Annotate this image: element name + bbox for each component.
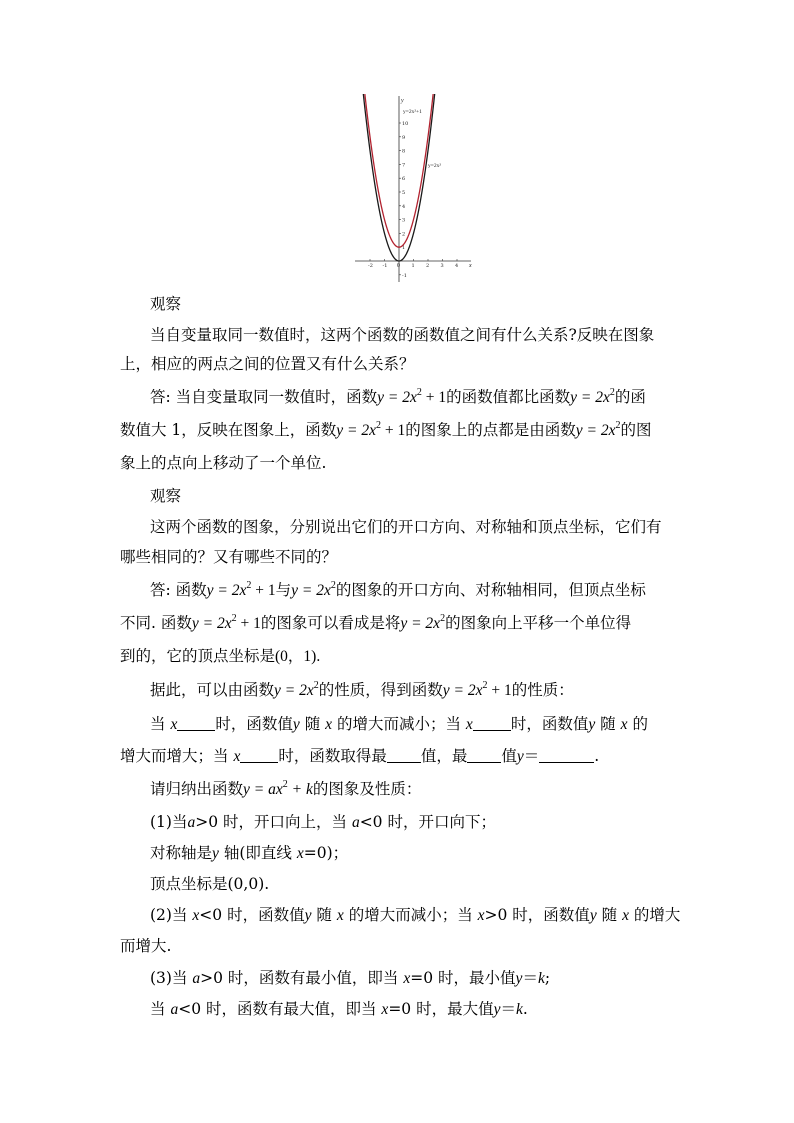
- summary-item2: (2)当 x<0 时，函数值y 随 x 的增大而减小；当 x>0 时，函数值y 随 x 的增大: [150, 906, 681, 924]
- y-tick-label: 9: [402, 134, 406, 141]
- x-axis-label: x: [469, 263, 472, 269]
- y-tick-label: 3: [402, 217, 406, 224]
- obs2-question-line2: 哪些相同的？又有哪些不同的？: [120, 548, 338, 566]
- fill-blank[interactable]: [467, 747, 501, 763]
- heading-observe-2: 观察: [150, 487, 182, 505]
- y-tick-label: 5: [402, 190, 406, 196]
- fill-blank[interactable]: [473, 715, 511, 731]
- obs1-answer-line3: 象上的点向上移动了一个单位.: [120, 454, 327, 472]
- heading-observe-1: 观察: [150, 295, 182, 313]
- parabola-figure: [353, 94, 475, 286]
- x-tick-label: -2: [368, 263, 373, 269]
- x-tick-label: 2: [426, 263, 430, 269]
- y-tick-label: 2: [402, 231, 406, 238]
- x-ticks: [368, 259, 458, 269]
- x-tick-label: 1: [411, 263, 415, 269]
- obs2-answer-line2: 不同. 函数$y = 2x^2 + 1$的图象可以看成是将$y = 2x^2$的图象向上平移一个单位得: [120, 613, 632, 632]
- origin-label: 0: [397, 263, 400, 269]
- x-tick-label: 3: [440, 263, 444, 269]
- prop-line1: 据此，可以由函数$y = 2x^2$的性质，得到函数$y = 2x^2 + 1$的性质：: [150, 680, 574, 699]
- obs2-answer-line1: 答: 函数$y = 2x^2 + 1$与$y = 2x^2$的图象的开口方向、对称轴相同，但顶点坐标: [150, 580, 646, 599]
- label-outer-curve: y=2x²+1: [403, 109, 422, 115]
- x-tick-label: 4: [455, 263, 459, 269]
- prop-line2: 当 x 时，函数值y 随 x 的增大而减小；当 x 时，函数值y 随 x 的: [150, 715, 648, 733]
- summary-vertex: 顶点坐标是(0,0).: [150, 875, 270, 893]
- obs1-answer-line2: 数值大 1，反映在图象上，函数$y = 2x^2 + 1$的图象上的点都是由函数$y = 2x^2$的图: [120, 420, 652, 439]
- y-tick-label: 7: [402, 162, 406, 169]
- obs2-answer-line3: 到的，它的顶点坐标是(0，1).: [120, 647, 321, 665]
- y-tick-label: 8: [402, 148, 406, 155]
- y-tick-label: 10: [402, 121, 409, 127]
- y-tick-label: 1: [402, 245, 406, 252]
- y-axis-label: y: [401, 98, 404, 104]
- prop-line3: 增大而增大；当 x 时，函数取得最 值，最 值y＝ .: [120, 747, 600, 765]
- y-tick-label: 4: [402, 203, 406, 210]
- summary-item2-cont: 而增大.: [120, 937, 172, 955]
- summary-item3: (3)当 a>0 时，函数有最小值，即当 x=0 时，最小值y＝k;: [150, 969, 551, 987]
- obs1-question-line1: 当自变量取同一数值时，这两个函数的函数值之间有什么关系?反映在图象: [150, 326, 655, 344]
- summary-item3-cont: 当 a<0 时，函数有最大值，即当 x=0 时，最大值y＝k.: [150, 1000, 528, 1018]
- y-ticks: [399, 121, 408, 279]
- summary-item1: (1)当a>0 时，开口向上，当 a<0 时，开口向下；: [150, 813, 496, 831]
- fill-blank[interactable]: [177, 715, 215, 731]
- obs1-question-line2: 上，相应的两点之间的位置又有什么关系？: [120, 355, 415, 373]
- y-tick-label: 6: [402, 176, 406, 183]
- y-tick-label: -1: [402, 272, 407, 279]
- fill-blank[interactable]: [387, 747, 421, 763]
- x-tick-label: -1: [382, 263, 388, 269]
- summary-axis: 对称轴是y 轴(即直线 x=0)；: [150, 844, 349, 862]
- summary-line1: 请归纳出函数$y = ax^2 + k$的图象及性质：: [150, 779, 422, 798]
- parabola-graph: [353, 94, 475, 286]
- label-inner-curve: y=2x²: [428, 163, 442, 169]
- obs2-question-line1: 这两个函数的图象，分别说出它们的开口方向、对称轴和顶点坐标，它们有: [150, 518, 662, 536]
- obs1-answer-line1: 答: 当自变量取同一数值时，函数$y = 2x^2 + 1$的函数值都比函数$y = 2x^2$的函: [150, 387, 646, 406]
- fill-blank[interactable]: [539, 747, 594, 763]
- fill-blank[interactable]: [240, 747, 278, 763]
